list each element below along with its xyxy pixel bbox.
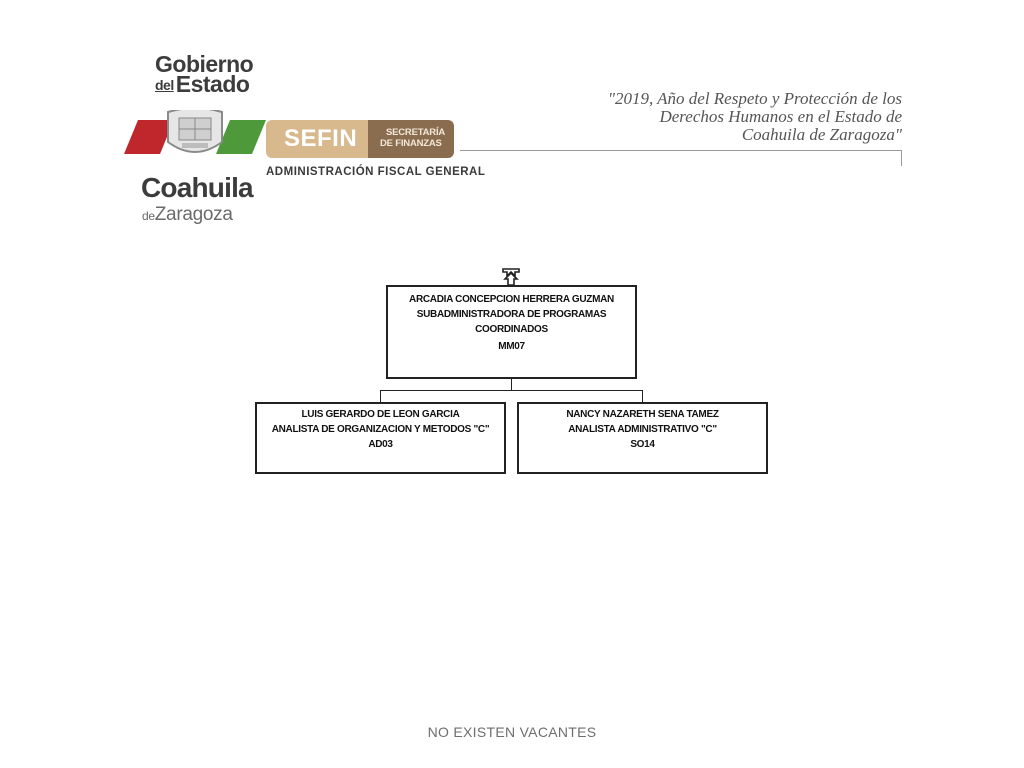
gov-logo-name: Coahuila — [141, 172, 253, 203]
org-node-title: SUBADMINISTRADORA DE PROGRAMAS — [416, 309, 607, 320]
motto-divider — [460, 150, 902, 151]
org-node-child — [517, 402, 768, 474]
org-node-code: SO14 — [630, 439, 655, 450]
org-node-child — [255, 402, 506, 474]
sefin-sub-line2: DE FINANZAS — [380, 138, 442, 149]
org-node-title: COORDINADOS — [475, 324, 548, 335]
org-node-code: AD03 — [368, 439, 393, 450]
org-node-code: MM07 — [498, 341, 525, 352]
gov-logo-subname: deZaragoza — [142, 204, 233, 225]
org-node-title: ANALISTA ADMINISTRATIVO "C" — [568, 424, 717, 435]
org-node-root — [386, 285, 637, 379]
sefin-brand-block — [266, 120, 368, 158]
connector-line — [380, 390, 643, 391]
sefin-sub-line1: SECRETARÍA — [386, 127, 446, 138]
coat-of-arms-icon — [124, 110, 266, 158]
org-node-name: LUIS GERARDO DE LEON GARCIA — [301, 409, 460, 420]
motto-text: "2019, Año del Respeto y Protección de los Derechos Humanos en el Estado de Coahuila de Zaragoza" — [607, 89, 902, 144]
gov-logo-title: Gobierno delEstado — [155, 51, 254, 97]
org-node-name: ARCADIA CONCEPCION HERRERA GUZMAN — [409, 294, 614, 305]
sefin-sub-block — [368, 120, 454, 158]
sefin-brand: SEFIN — [284, 125, 358, 152]
motto-divider-tick — [901, 150, 902, 166]
org-node-title: ANALISTA DE ORGANIZACION Y METODOS "C" — [271, 424, 490, 435]
sefin-logo — [266, 120, 456, 158]
vacancies-note: NO EXISTEN VACANTES — [427, 724, 597, 740]
gobierno-coahuila-logo — [120, 52, 280, 227]
sefin-tagline: ADMINISTRACIÓN FISCAL GENERAL — [266, 166, 486, 178]
up-arrow-icon — [502, 268, 520, 286]
connector-line — [511, 378, 512, 390]
org-node-name: NANCY NAZARETH SENA TAMEZ — [566, 409, 719, 420]
